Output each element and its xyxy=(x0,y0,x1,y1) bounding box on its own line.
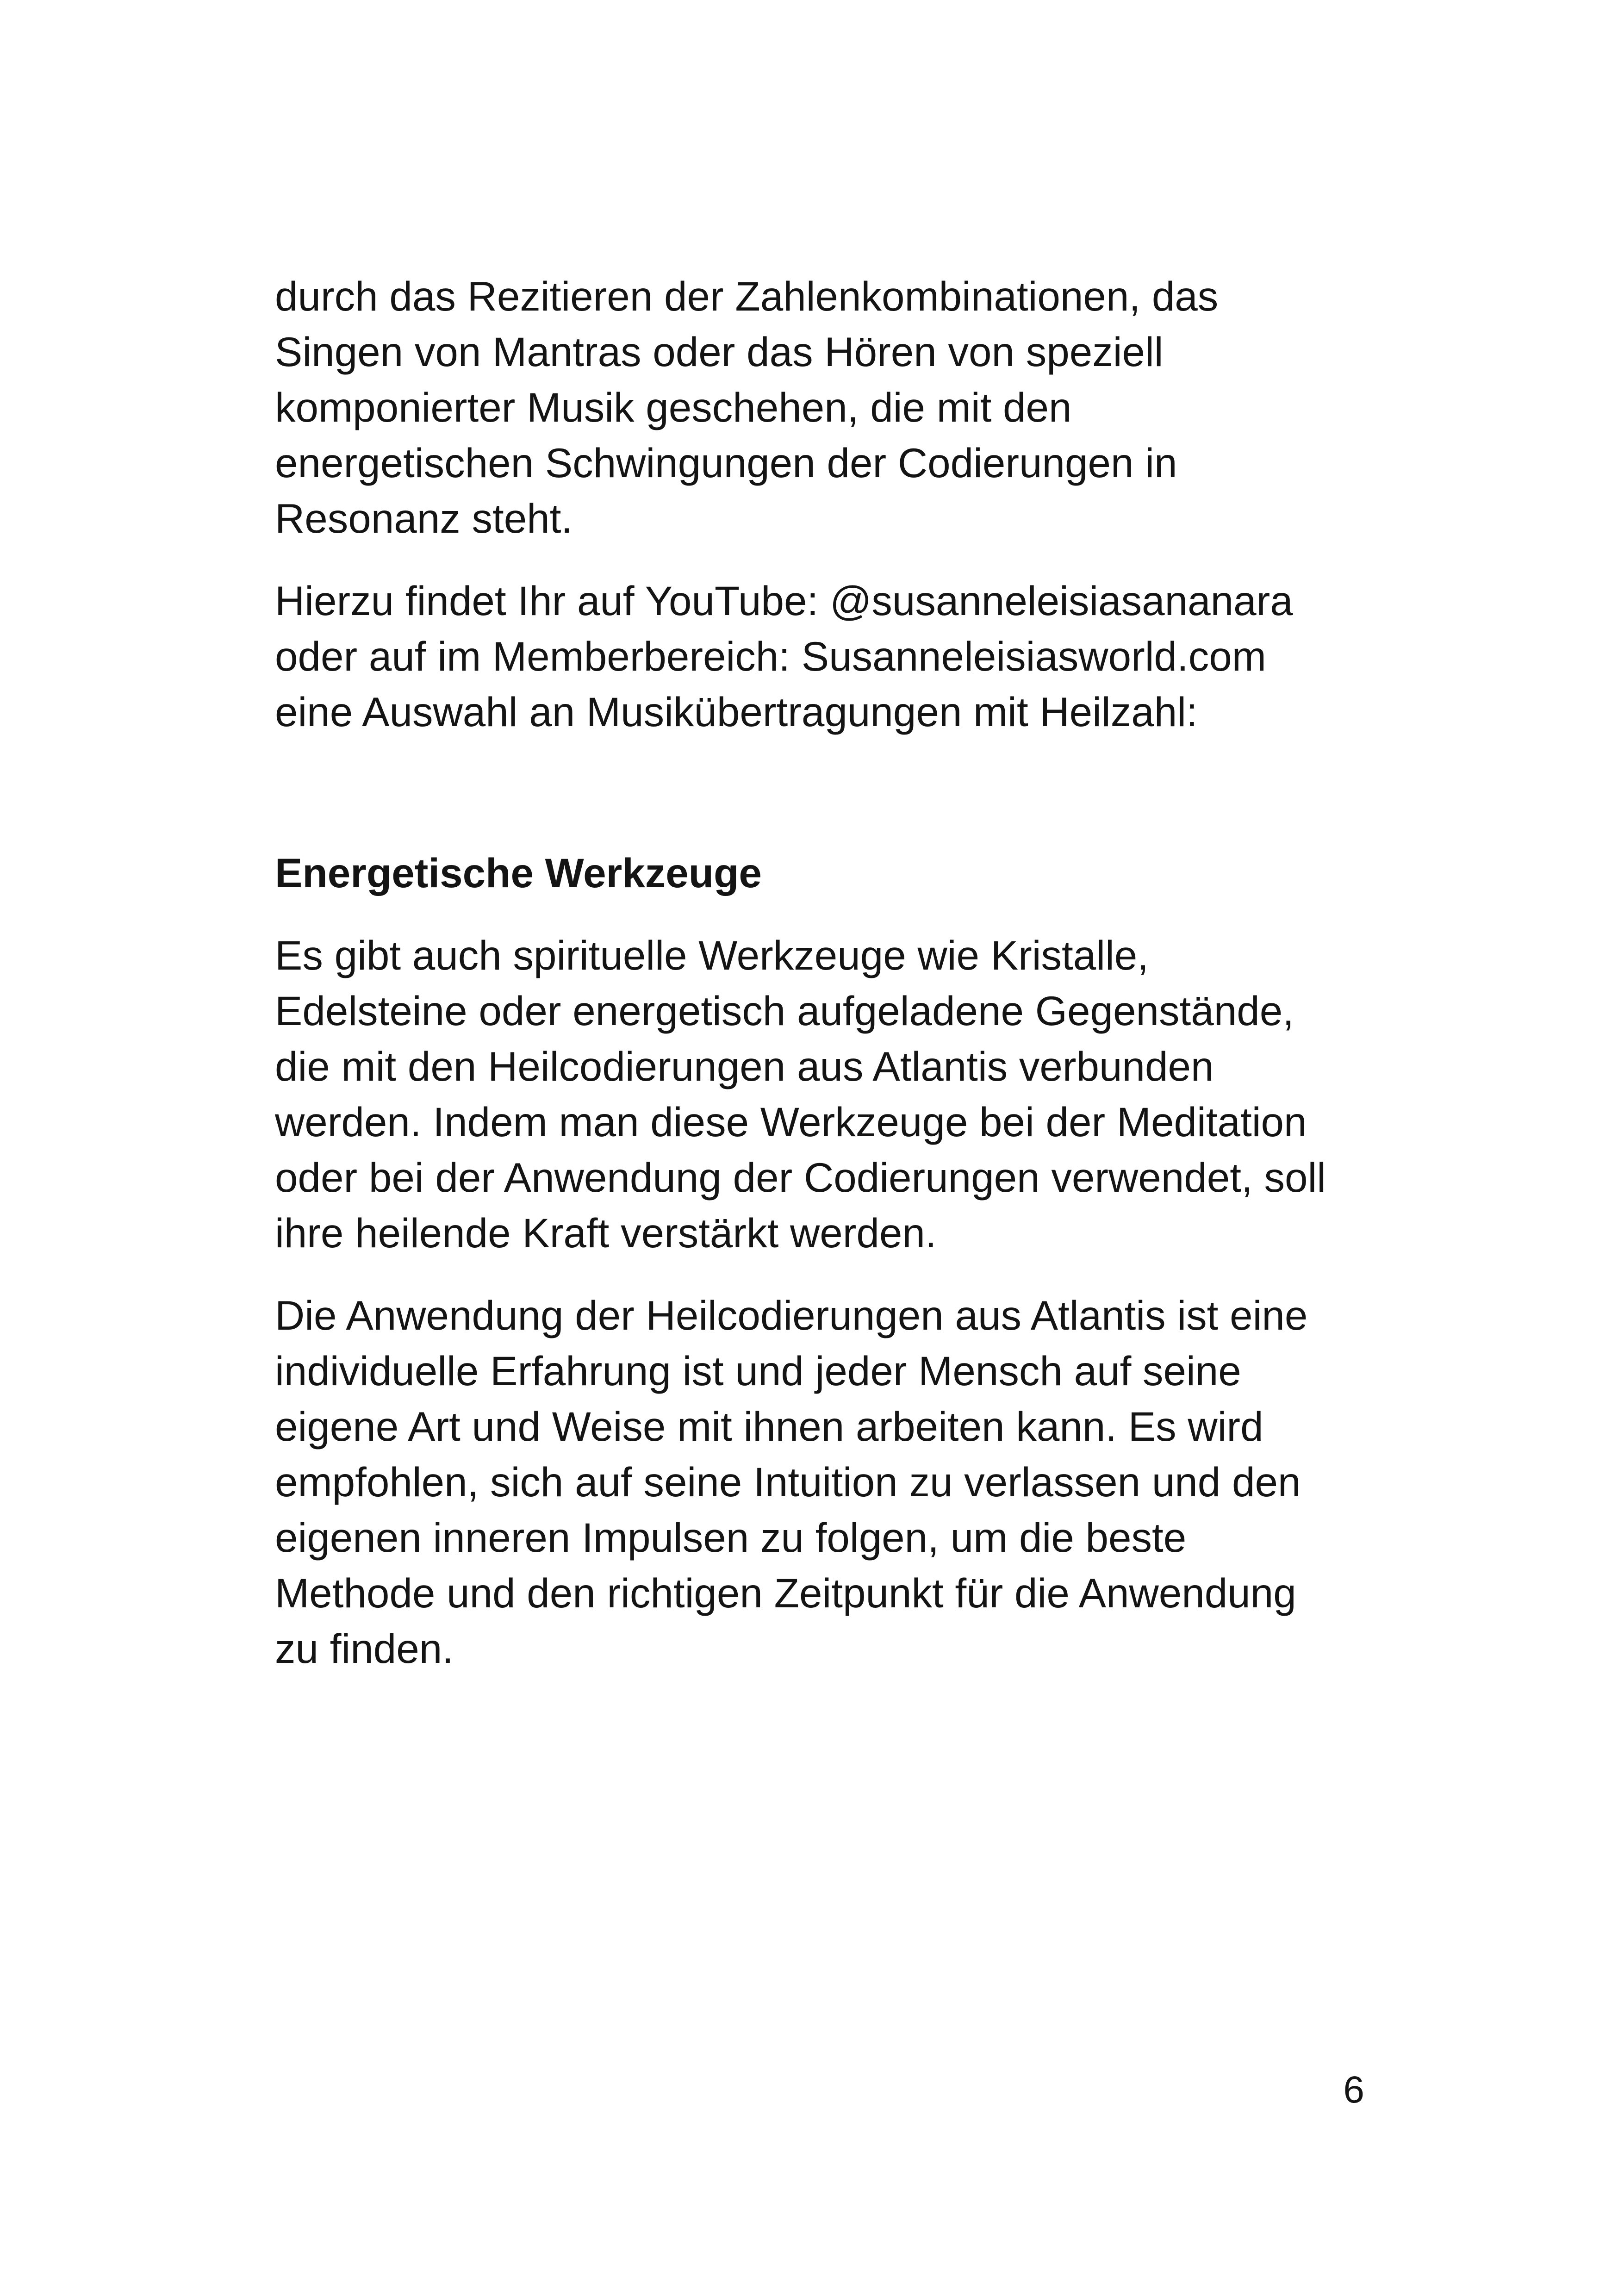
text-line: Singen von Mantras oder das Hören von speziell xyxy=(275,329,1164,375)
text-line: zu finden. xyxy=(275,1625,454,1672)
text-line: Resonanz steht. xyxy=(275,495,573,541)
text-line: individuelle Erfahrung ist und jeder Mensch auf seine xyxy=(275,1348,1241,1394)
text-line: werden. Indem man diese Werkzeuge bei der Meditation xyxy=(275,1099,1307,1145)
text-line: Die Anwendung der Heilcodierungen aus Atlantis ist eine xyxy=(275,1292,1308,1338)
text-line: oder auf im Memberbereich: Susanneleisiasworld.com xyxy=(275,633,1266,679)
text-line: energetischen Schwingungen der Codierungen in xyxy=(275,440,1177,486)
page-body xyxy=(275,268,1376,1676)
page-number: 6 xyxy=(1343,2069,1364,2111)
text-line: ihre heilende Kraft verstärkt werden. xyxy=(275,1210,937,1256)
text-line: Hierzu findet Ihr auf YouTube: @susanneleisiasananara xyxy=(275,578,1293,624)
text-line: durch das Rezitieren der Zahlenkombinationen, das xyxy=(275,273,1219,319)
text-line: Edelsteine oder energetisch aufgeladene Gegenstände, xyxy=(275,988,1294,1034)
text-line: eigene Art und Weise mit ihnen arbeiten kann. Es wird xyxy=(275,1403,1263,1450)
text-line: Methode und den richtigen Zeitpunkt für die Anwendung xyxy=(275,1570,1296,1616)
paragraph-tools xyxy=(275,927,1376,1261)
text-line: empfohlen, sich auf seine Intuition zu verlassen und den xyxy=(275,1459,1301,1505)
section-heading: Energetische Werkzeuge xyxy=(275,850,762,896)
paragraph-youtube-reference xyxy=(275,573,1376,740)
paragraph-spacing xyxy=(275,1261,1376,1288)
paragraph-recitation xyxy=(275,268,1376,546)
section-spacing xyxy=(275,740,1376,845)
text-line: oder bei der Anwendung der Codierungen verwendet, soll xyxy=(275,1154,1326,1201)
paragraph-application xyxy=(275,1288,1376,1676)
text-line: eine Auswahl an Musikübertragungen mit Heilzahl: xyxy=(275,689,1198,735)
paragraph-spacing xyxy=(275,546,1376,573)
paragraph-spacing xyxy=(275,901,1376,927)
text-line: Es gibt auch spirituelle Werkzeuge wie Kristalle, xyxy=(275,932,1149,978)
text-line: die mit den Heilcodierungen aus Atlantis verbunden xyxy=(275,1043,1214,1089)
text-line: eigenen inneren Impulsen zu folgen, um die beste xyxy=(275,1514,1187,1561)
text-line: komponierter Musik geschehen, die mit den xyxy=(275,384,1072,430)
